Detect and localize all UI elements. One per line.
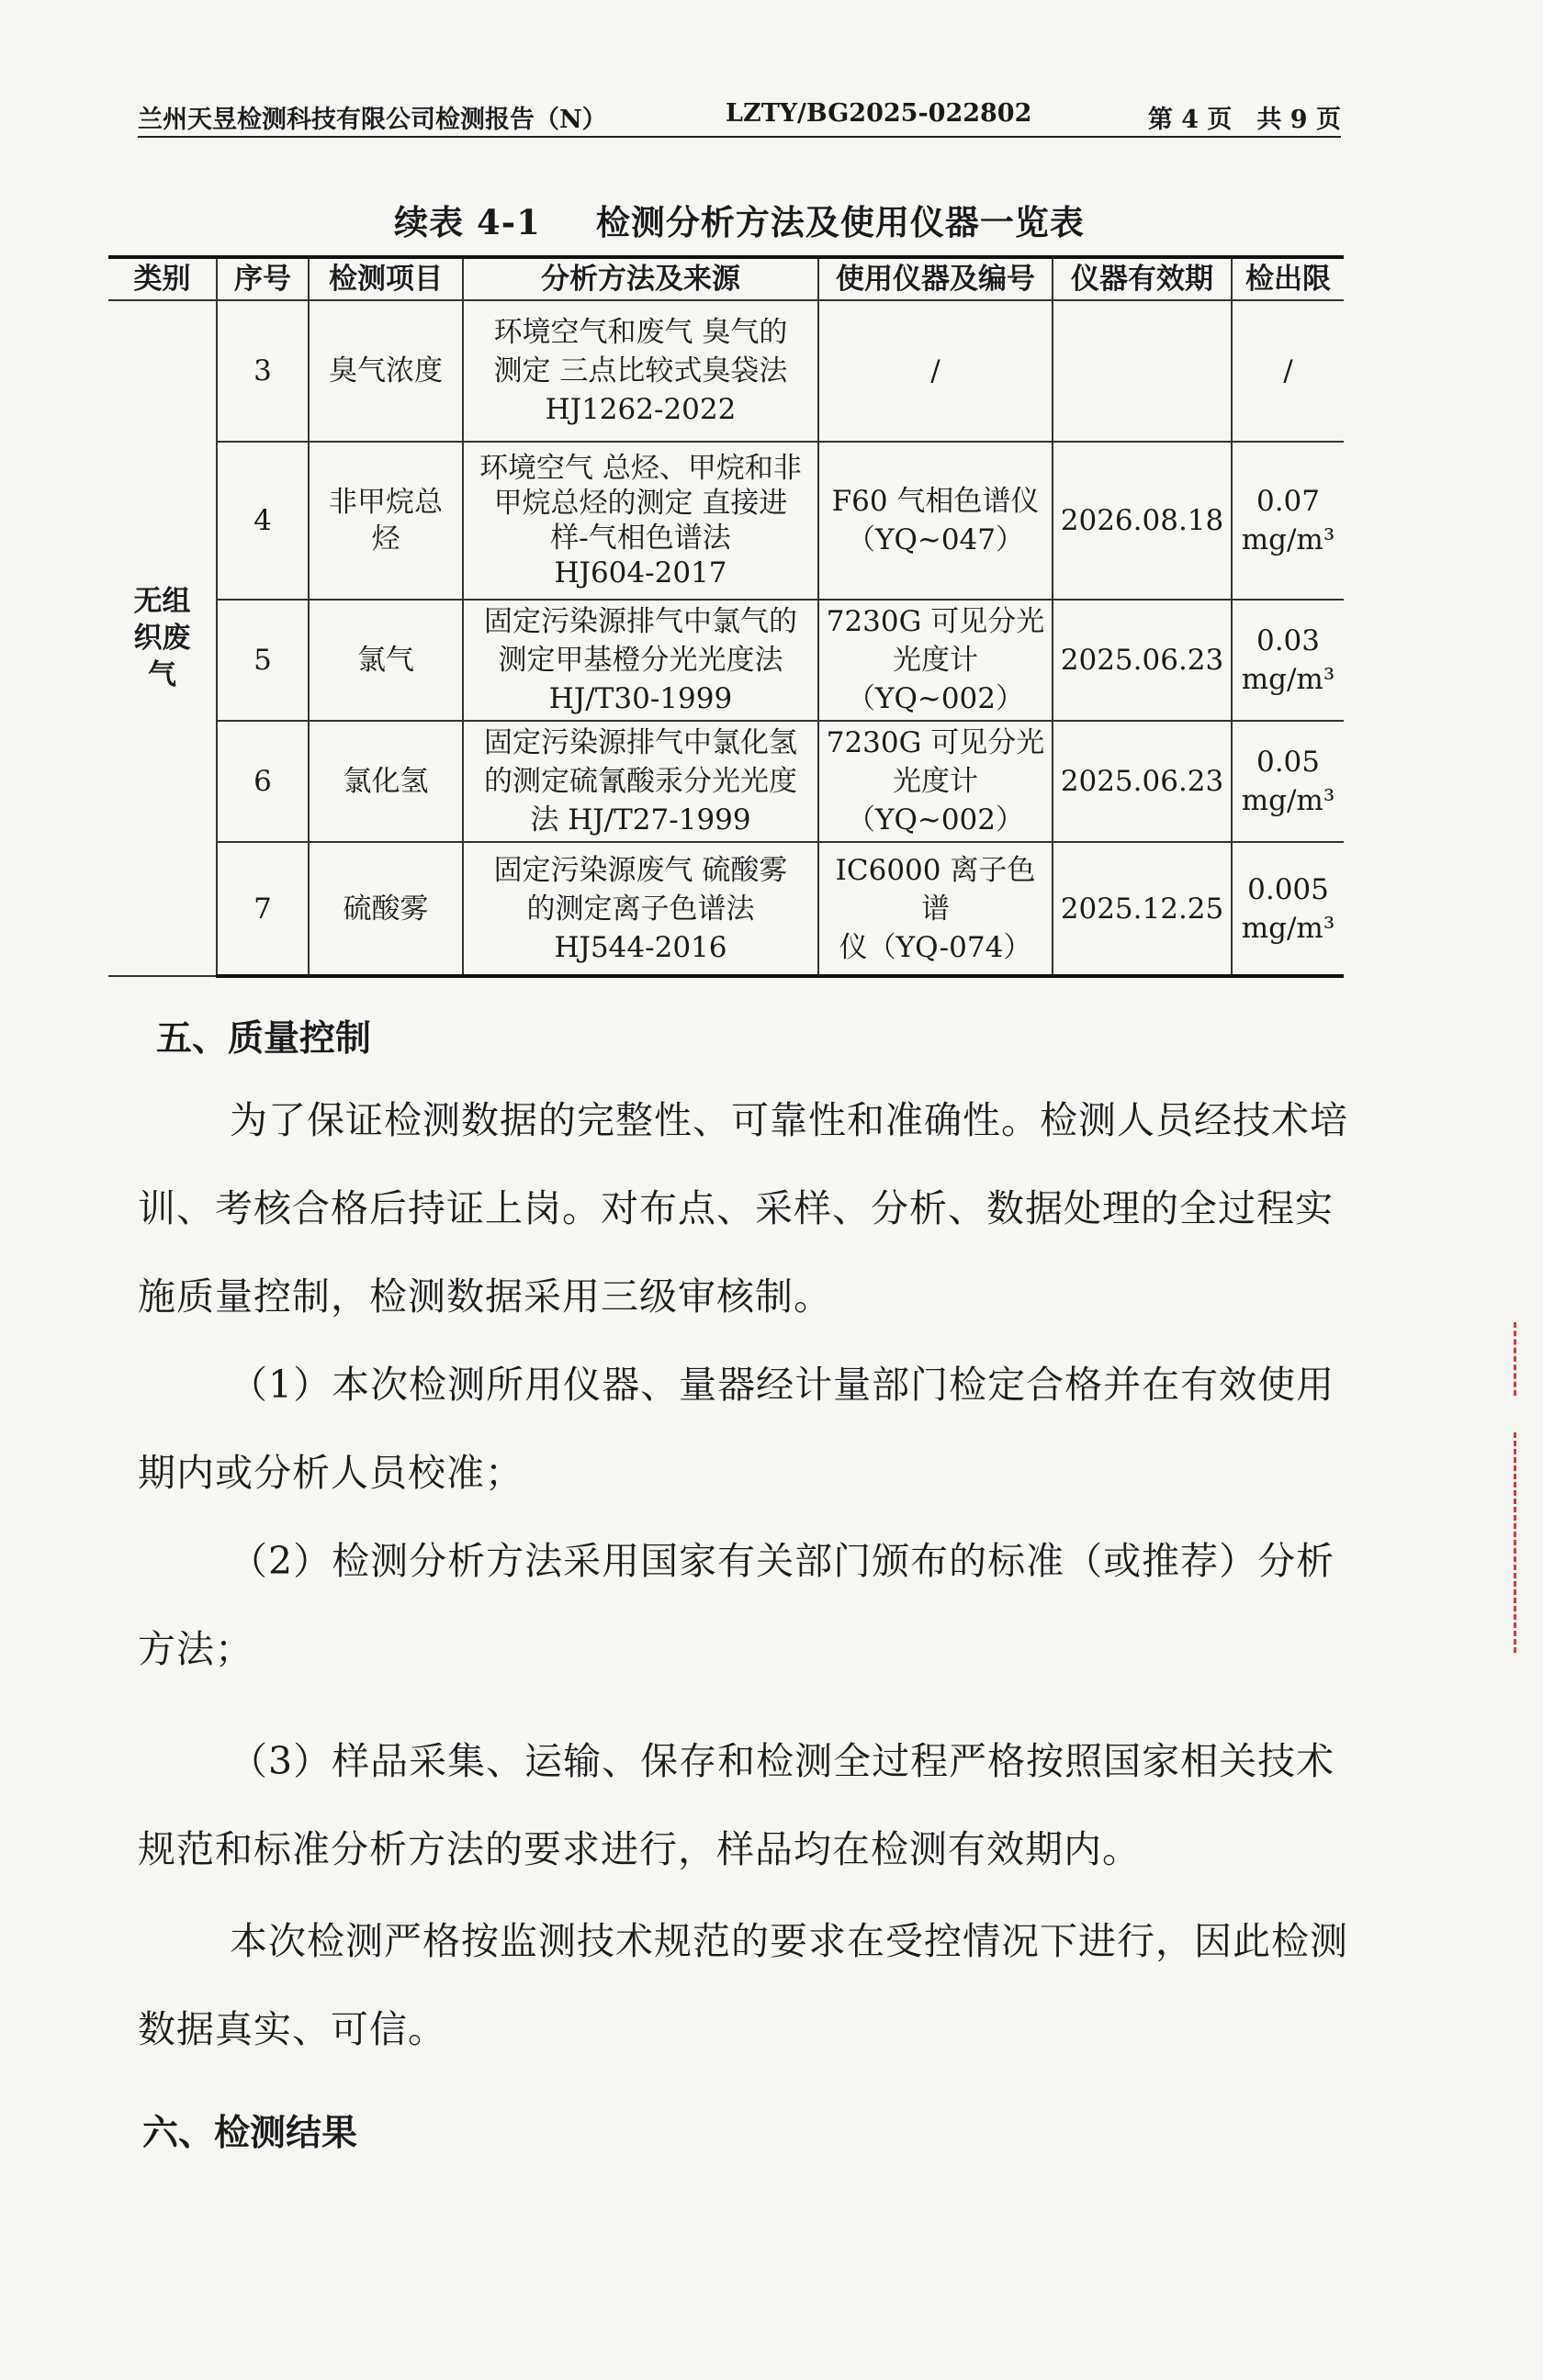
section-5-item-2: （2）检测分析方法采用国家有关部门颁布的标准（或推荐）分析方法； xyxy=(138,1539,1335,1671)
table-title xyxy=(138,195,1341,244)
row-item: 氯化氢 xyxy=(309,721,463,842)
table-row xyxy=(108,842,1344,976)
seal-mark xyxy=(1514,1432,1526,1653)
section-5-item-3: （3）样品采集、运输、保存和检测全过程严格按照国家相关技术规范和标准分析方法的要求进行，样品均在检测有效期内。 xyxy=(138,1739,1335,1871)
row-no: 7 xyxy=(217,842,309,976)
table-row xyxy=(108,442,1344,600)
table-caption: 检测分析方法及使用仪器一览表 xyxy=(595,202,1085,242)
section-5-heading: 五、质量控制 xyxy=(156,1017,372,1060)
section-6-heading: 六、检测结果 xyxy=(142,2112,358,2154)
category-label: 无组织废气 xyxy=(133,584,191,691)
row-limit: 0.05 mg/m³ xyxy=(1232,721,1344,842)
seal-mark xyxy=(1514,1322,1526,1396)
row-instrument: IC6000 离子色谱 仪（YQ-074） xyxy=(818,842,1053,976)
company-report-title: 兰州天昱检测科技有限公司检测报告（N） xyxy=(138,106,607,134)
row-no: 4 xyxy=(217,442,309,600)
row-item: 硫酸雾 xyxy=(309,842,463,976)
row-method: 环境空气和废气 臭气的 测定 三点比较式臭袋法 HJ1262-2022 xyxy=(463,300,818,442)
row-validity: 2025.12.25 xyxy=(1053,842,1232,976)
row-instrument: F60 气相色谱仪 （YQ~047） xyxy=(818,442,1053,600)
section-5-paragraph-1: 为了保证检测数据的完整性、可靠性和准确性。检测人员经技术培训、考核合格后持证上岗。对布点、采样、分析、数据处理的全过程实施质量控制，检测数据采用三级审核制。 xyxy=(138,1098,1348,1319)
col-header-item: 检测项目 xyxy=(309,257,463,300)
row-method: 环境空气 总烃、甲烷和非 甲烷总烃的测定 直接进 样-气相色谱法 HJ604-2017 xyxy=(463,442,818,600)
page-indicator: 第 4 页 共 9 页 xyxy=(1147,106,1341,134)
section-5-item-1: （1）本次检测所用仪器、量器经计量部门检定合格并在有效使用期内或分析人员校准； xyxy=(138,1363,1335,1495)
row-limit: 0.005 mg/m³ xyxy=(1232,842,1344,976)
row-validity: 2025.06.23 xyxy=(1053,721,1232,842)
row-instrument: 7230G 可见分光 光度计 （YQ~002） xyxy=(818,721,1053,842)
page-header xyxy=(138,94,1341,138)
col-header-validity: 仪器有效期 xyxy=(1053,257,1232,300)
row-instrument: 7230G 可见分光 光度计 （YQ~002） xyxy=(818,600,1053,721)
section-5-conclusion: 本次检测严格按监测技术规范的要求在受控情况下进行，因此检测数据真实、可信。 xyxy=(138,1919,1348,2051)
table-row xyxy=(108,600,1344,721)
table-header-row xyxy=(108,257,1344,300)
report-number: LZTY/BG2025-022802 xyxy=(726,99,1032,128)
row-method: 固定污染源排气中氯气的 测定甲基橙分光光度法 HJ/T30-1999 xyxy=(463,600,818,721)
col-header-category: 类别 xyxy=(108,257,217,300)
row-validity: 2026.08.18 xyxy=(1053,442,1232,600)
row-item: 臭气浓度 xyxy=(309,300,463,442)
col-header-limit: 检出限 xyxy=(1232,257,1344,300)
col-header-instrument: 使用仪器及编号 xyxy=(818,257,1053,300)
row-limit: / xyxy=(1232,300,1344,442)
row-no: 3 xyxy=(217,300,309,442)
row-method: 固定污染源排气中氯化氢 的测定硫氰酸汞分光光度 法 HJ/T27-1999 xyxy=(463,721,818,842)
row-validity xyxy=(1053,300,1232,442)
row-item: 氯气 xyxy=(309,600,463,721)
row-limit: 0.07 mg/m³ xyxy=(1232,442,1344,600)
row-method: 固定污染源废气 硫酸雾 的测定离子色谱法 HJ544-2016 xyxy=(463,842,818,976)
row-limit: 0.03 mg/m³ xyxy=(1232,600,1344,721)
row-no: 6 xyxy=(217,721,309,842)
table-number: 续表 4-1 xyxy=(394,202,541,242)
category-cell xyxy=(108,300,217,976)
methods-table xyxy=(108,255,1344,978)
row-instrument: / xyxy=(818,300,1053,442)
col-header-no: 序号 xyxy=(217,257,309,300)
col-header-method: 分析方法及来源 xyxy=(463,257,818,300)
table-row xyxy=(108,300,1344,442)
row-no: 5 xyxy=(217,600,309,721)
header-rule xyxy=(138,136,1341,138)
row-item: 非甲烷总烃 xyxy=(309,442,463,600)
table-row xyxy=(108,721,1344,842)
row-validity: 2025.06.23 xyxy=(1053,600,1232,721)
